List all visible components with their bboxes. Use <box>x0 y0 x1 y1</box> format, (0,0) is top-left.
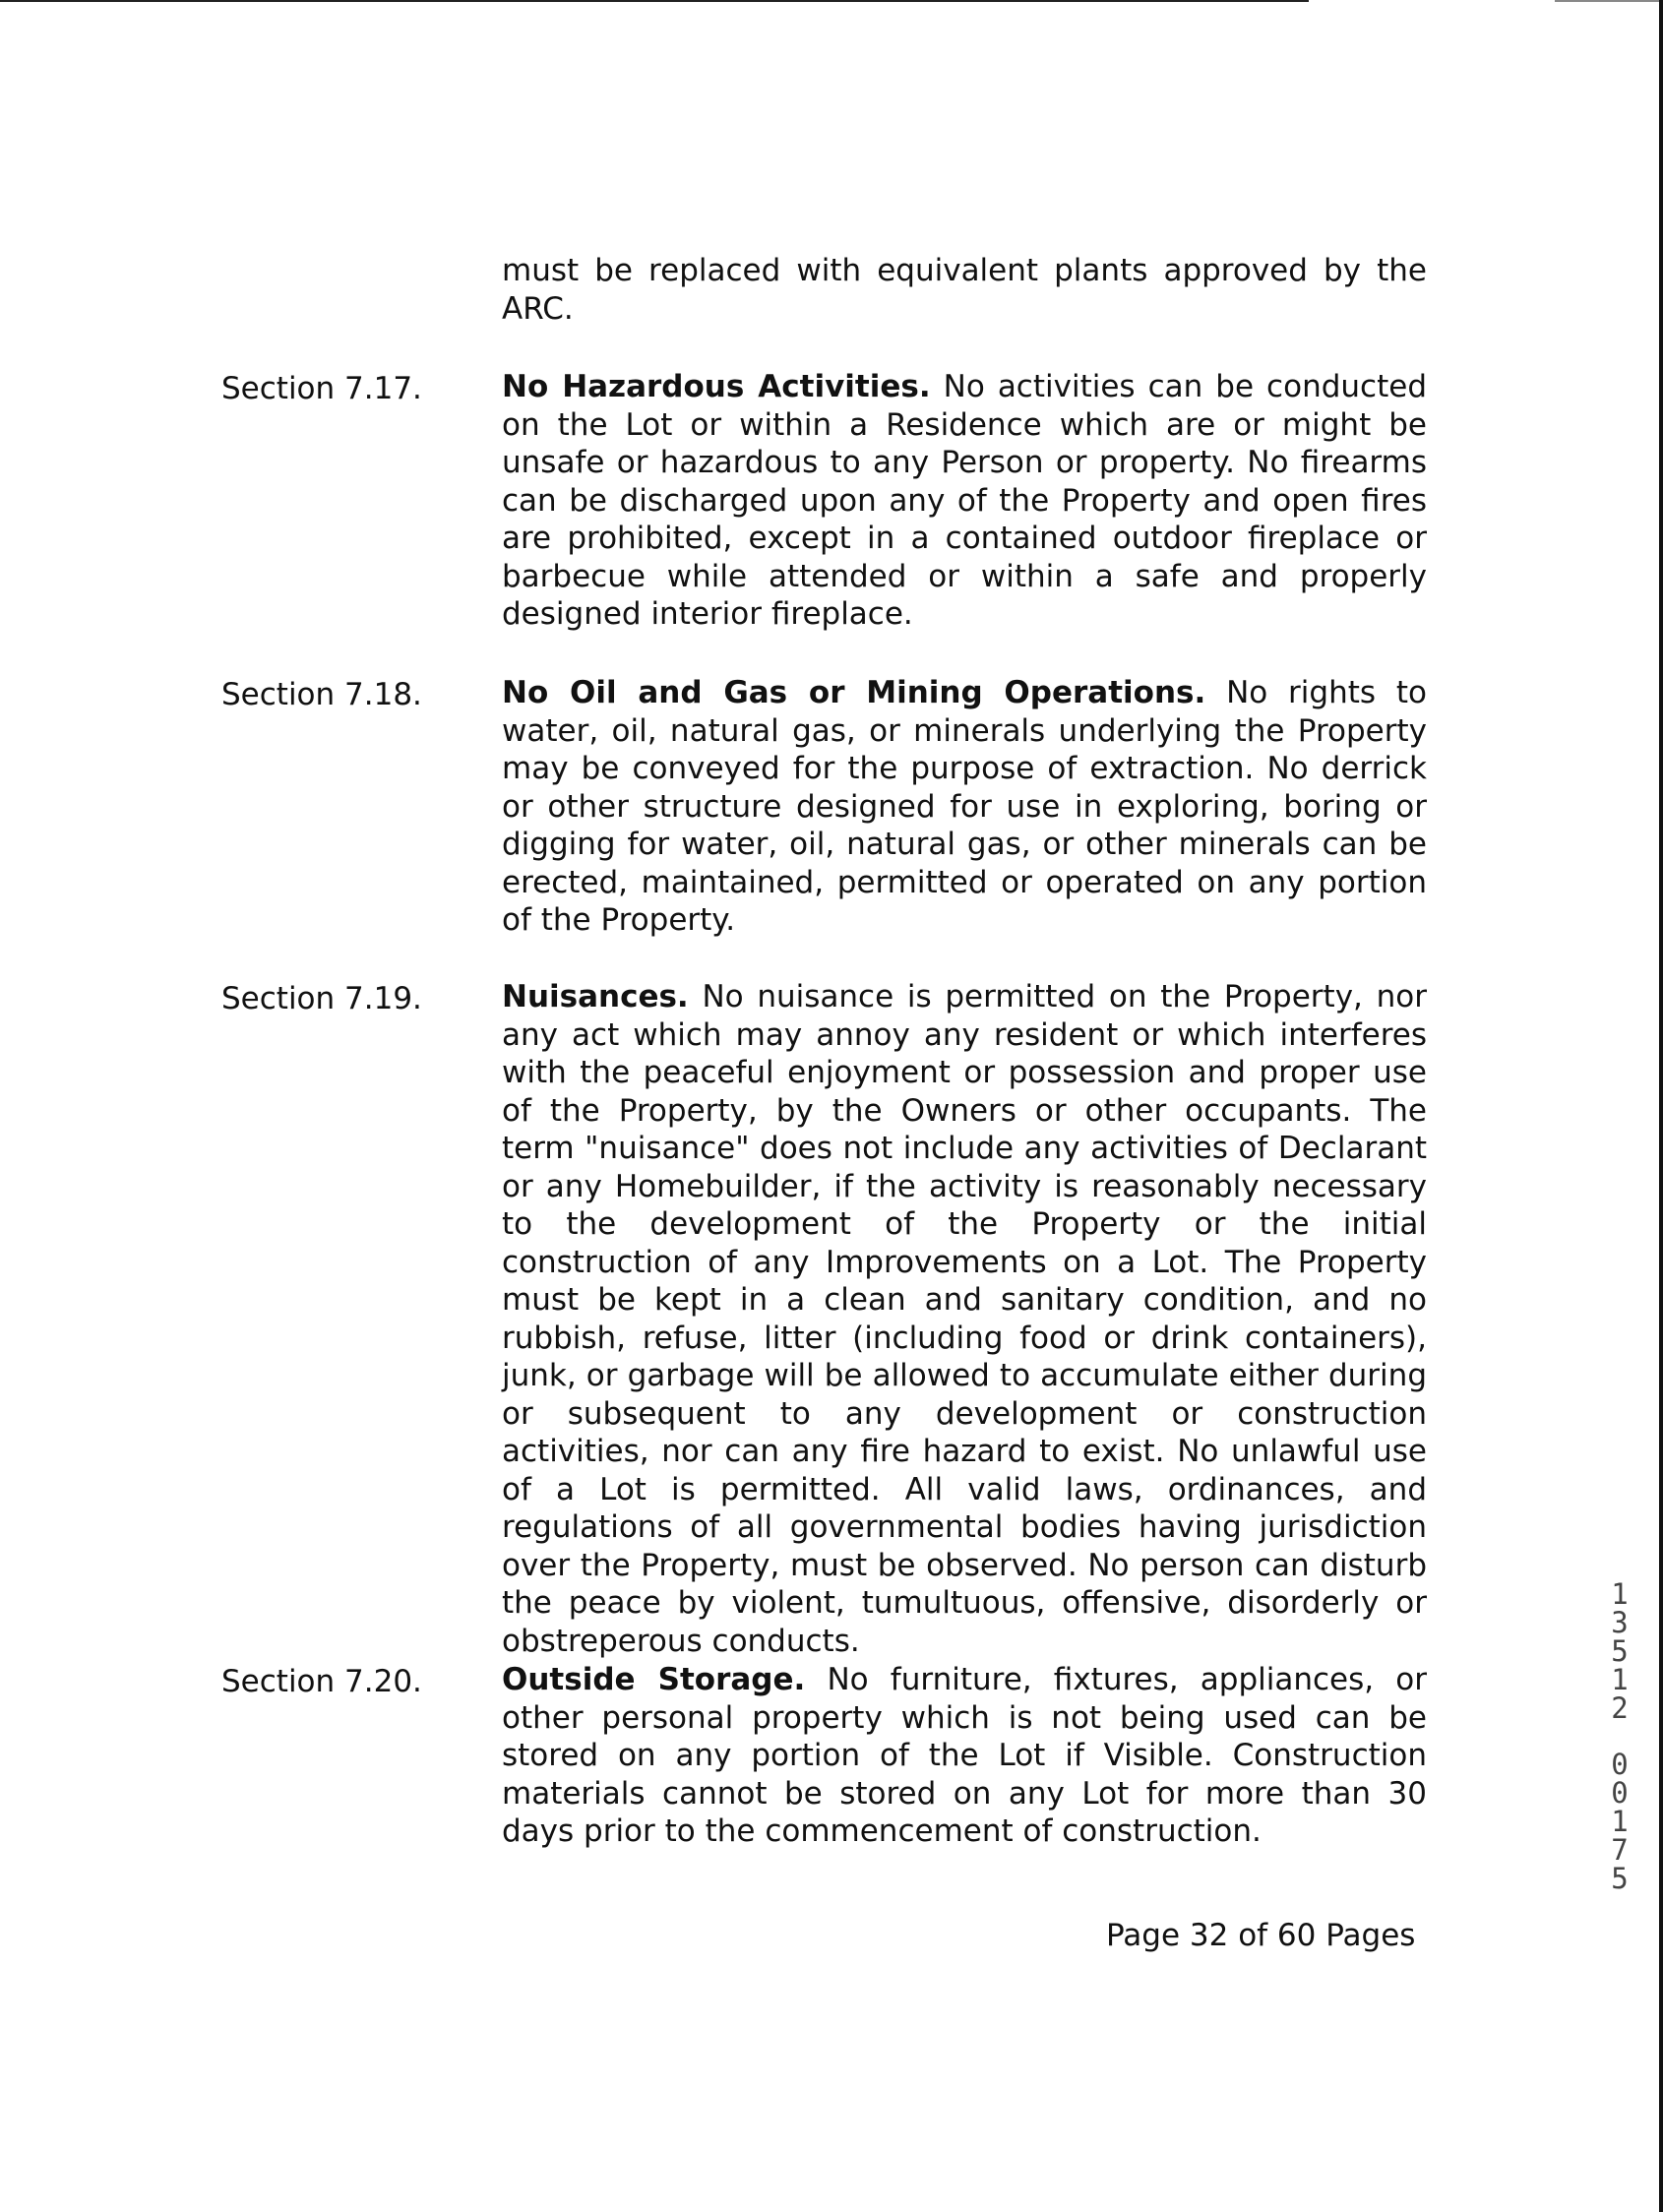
section-body-7-18: No rights to water, oil, natural gas, or minerals underlying the Property may be conveyed for the purpose of extraction. No derrick or other structure designed for use in exploring, boring or digging for water, oil, natural gas, or other minerals can be erected, maintained, permitted or operated on any portion of the Property. <box>502 675 1427 938</box>
section-label-7-19: Section 7.19. <box>221 981 422 1016</box>
recording-number-stamp <box>1606 1577 1633 1895</box>
section-heading-7-18: No Oil and Gas or Mining Operations. <box>502 675 1206 710</box>
section-paragraph-7-18 <box>502 674 1427 940</box>
stamp-digit: 2 <box>1611 1691 1629 1725</box>
stamp-digit: 1 <box>1611 1663 1629 1696</box>
section-heading-7-17: No Hazardous Activities. <box>502 369 931 404</box>
section-paragraph-7-19 <box>502 978 1427 1660</box>
page-number: Page 32 of 60 Pages <box>1106 1918 1416 1953</box>
section-body-7-17: No activities can be conducted on the Lot or within a Residence which are or might be unsafe or hazardous to any Person or property. No firearms can be discharged upon any of the Property and open fires are prohibited, except in a contained outdoor fireplace or barbecue while attended or within a safe and properly designed interior fireplace. <box>502 369 1427 632</box>
section-body-7-20: No furniture, fixtures, appliances, or other personal property which is not being used can be stored on any portion of the Lot if Visible. Construction materials cannot be stored on any Lot for more than 30 days prior to the commencement of construction. <box>502 1662 1428 1849</box>
section-heading-7-19: Nuisances. <box>502 979 689 1014</box>
stamp-digit: 5 <box>1611 1862 1629 1895</box>
stamp-digit: 0 <box>1611 1776 1629 1810</box>
section-paragraph-7-20 <box>502 1661 1427 1851</box>
continuation-paragraph: must be replaced with equivalent plants approved by the ARC. <box>502 253 1427 327</box>
stamp-digit: 7 <box>1611 1833 1629 1867</box>
section-heading-7-20: Outside Storage. <box>502 1662 806 1697</box>
section-label-7-20: Section 7.20. <box>221 1664 422 1699</box>
section-label-7-17: Section 7.17. <box>221 371 422 406</box>
section-body-7-19: No nuisance is permitted on the Property, nor any act which may annoy any resident or which interferes with the peaceful enjoyment or possession and proper use of the Property, by the Owners or other occupants. The term "nuisance" does not include any activities of Declarant or any Homebuilder, if the activity is reasonably necessary to the development of the Property or the initial construction of any Improvements on a Lot. The Property must be kept in a clean and sanitary condition, and no rubbish, refuse, litter (including food or drink containers), junk, or garbage will be allowed to accumulate either during or subsequent to any development or construction activities, nor can any fire hazard to exist. No unlawful use of a Lot is permitted. All valid laws, ordinances, and regulations of all governmental bodies having jurisdiction over the Property, must be observed. No person can disturb the peace by violent, tumultuous, offensive, disorderly or obstreperous conducts. <box>502 979 1427 1659</box>
top-border-line-right <box>1555 0 1663 2</box>
stamp-digit: 3 <box>1611 1606 1629 1639</box>
stamp-digit: 1 <box>1611 1577 1629 1611</box>
stamp-digit: 0 <box>1611 1748 1629 1781</box>
section-paragraph-7-17 <box>502 368 1427 634</box>
section-label-7-18: Section 7.18. <box>221 677 422 712</box>
stamp-gap <box>1606 1723 1633 1751</box>
top-border-line <box>0 0 1309 2</box>
scan-right-edge <box>1659 0 1663 2212</box>
stamp-digit: 1 <box>1611 1805 1629 1838</box>
stamp-digit: 5 <box>1611 1634 1629 1668</box>
